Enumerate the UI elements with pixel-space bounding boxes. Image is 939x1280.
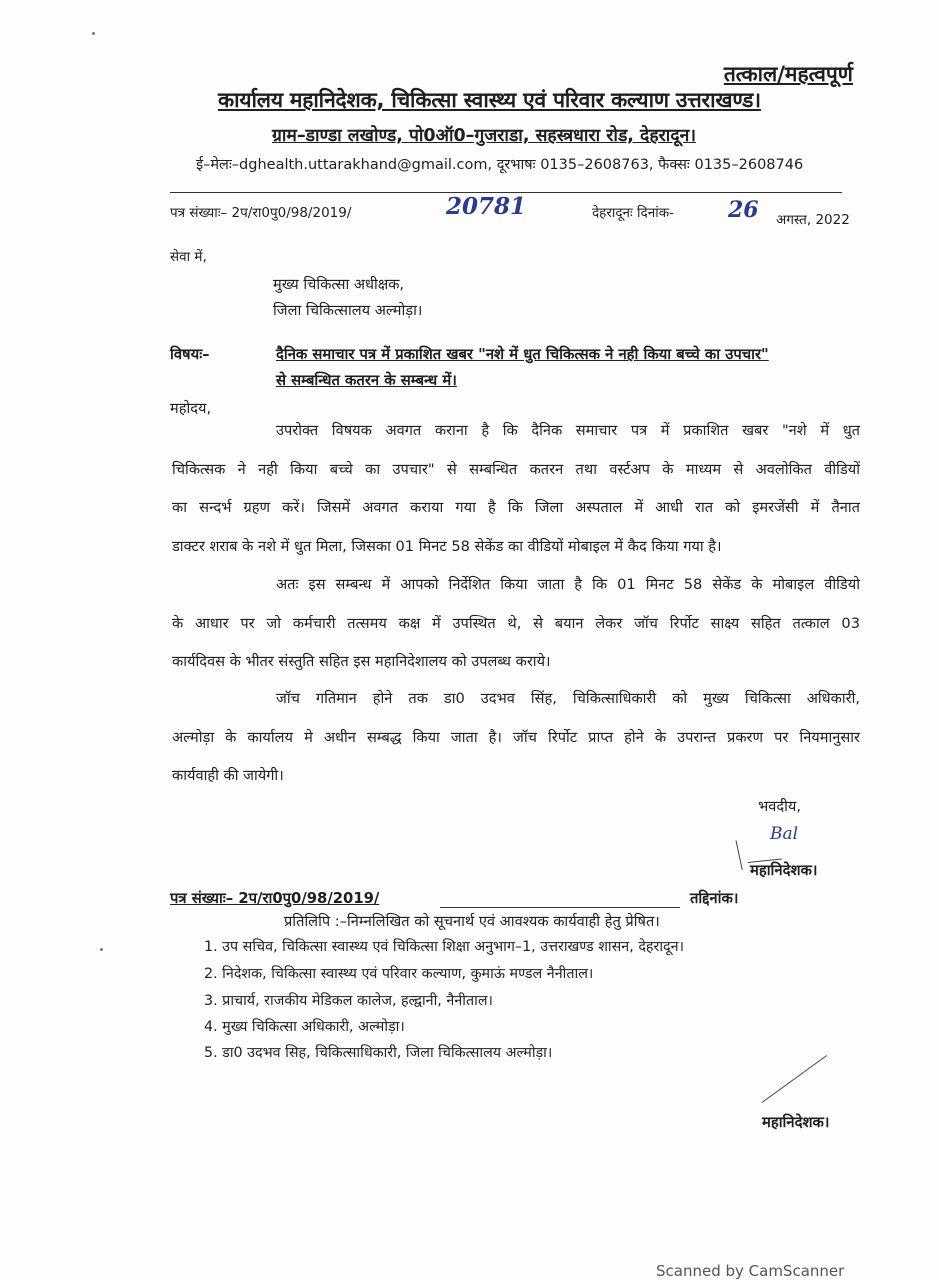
place-date-label: देहरादूनः दिनांक- bbox=[592, 205, 674, 221]
urgency-label: तत्काल/महत्वपूर्ण bbox=[723, 62, 853, 86]
paragraph-line: के आधार पर जो कर्मचारी तत्समय कक्ष में उपस्थित थे, से बयान लेकर जॉच रिर्पोट साक्ष्य सहित तत्काल 03 bbox=[172, 614, 860, 632]
final-signature-stroke bbox=[762, 1055, 827, 1103]
salutation-to: सेवा में, bbox=[170, 249, 207, 265]
copy-number-underline bbox=[440, 907, 680, 908]
yours-faithfully: भवदीय, bbox=[758, 798, 802, 815]
addressee-line-1: मुख्य चिकित्सा अधीक्षक, bbox=[273, 276, 405, 293]
same-date: तद्दिनांक। bbox=[690, 890, 739, 907]
subject-label: विषयः– bbox=[170, 346, 210, 363]
month-year: अगस्त, 2022 bbox=[776, 212, 850, 228]
paragraph-line: का सन्दर्भ ग्रहण करें। जिसमें अवगत कराया गया है कि जिला अस्पताल में आधी रात को इमरजेंसी में तैनात bbox=[172, 499, 860, 516]
paragraph-line: कार्यदिवस के भीतर संस्तुति सहित इस महानिदेशालय को उपलब्ध कराये। bbox=[172, 653, 551, 670]
copy-intro: प्रतिलिपि :–निम्नलिखित को सूचनार्थ एवं आवश्यक कार्यवाही हेतु प्रेषित। bbox=[284, 913, 660, 930]
addressee-line-2: जिला चिकित्सालय अल्मोड़ा। bbox=[273, 302, 423, 319]
subject-line-2: से सम्बन्धित कतरन के सम्बन्ध में। bbox=[276, 372, 457, 389]
paragraph-line: डाक्टर शराब के नशे में धुत मिला, जिसका 01 मिनट 58 सेकेंड का वीडियों मोबाइल में कैद किया गया है। bbox=[172, 537, 722, 555]
paragraph-line: अतः इस सम्बन्ध में आपको निर्देशित किया जाता है कि 01 मिनट 58 सेकेंड के मोबाइल वीडियो bbox=[276, 576, 860, 593]
final-designation: महानिदेशक। bbox=[762, 1114, 830, 1131]
designation-signature: महानिदेशक। bbox=[750, 862, 818, 879]
office-contact: ई–मेलः–dghealth.uttarakhand@gmail.com, दूरभाषः 0135–2608763, फैक्सः 0135–2608746 bbox=[196, 157, 804, 173]
office-address: ग्राम–डाण्डा लखोण्ड, पो0ऑ0–गुजराडा, सहस्त्रधारा रोड, देहरादून। bbox=[272, 126, 696, 146]
signature-stroke bbox=[736, 840, 743, 870]
list-item: 2. निदेशक, चिकित्सा स्वास्थ्य एवं परिवार कल्याण, कुमाऊं मण्डल नैनीताल। bbox=[204, 966, 594, 982]
signature-initials: Bal bbox=[770, 824, 799, 844]
scan-speck bbox=[100, 948, 103, 951]
copy-letter-number: पत्र संख्याः– 2प/रा0पु0/98/2019/ bbox=[170, 890, 380, 907]
paragraph-3 bbox=[172, 680, 860, 796]
office-heading: कार्यालय महानिदेशक, चिकित्सा स्वास्थ्य एवं परिवार कल्याण उत्तराखण्ड। bbox=[218, 88, 761, 112]
scanner-footer: Scanned by CamScanner bbox=[656, 1262, 845, 1280]
list-item: 1. उप सचिव, चिकित्सा स्वास्थ्य एवं चिकित्सा शिक्षा अनुभाग–1, उत्तराखण्ड शासन, देहरादून। bbox=[204, 939, 684, 955]
paragraph-2 bbox=[172, 566, 860, 682]
paragraph-line: अल्मोड़ा के कार्यालय मे अधीन सम्बद्ध किया जाता है। जॉच रिर्पोट प्राप्त होने के उपरान्त प्रकरण पर नियमानुसार bbox=[172, 728, 860, 746]
letter-number: पत्र संख्याः– 2प/रा0पु0/98/2019/ bbox=[170, 205, 352, 221]
scan-speck bbox=[92, 32, 95, 35]
paragraph-line: चिकित्सक ने नही किया बच्चे का उपचार" से सम्बन्धित कतरन तथा वर्स्टअप के माध्यम से अवलोकित वीडियों bbox=[172, 460, 860, 478]
paragraph-line: उपरोक्त विषयक अवगत कराना है कि दैनिक समाचार पत्र में प्रकाशित खबर "नशे में धुत bbox=[276, 422, 860, 439]
list-item: 5. डा0 उदभव सिह, चिकित्साधिकारी, जिला चिकित्सालय अल्मोड़ा। bbox=[204, 1045, 553, 1061]
subject-line-1: दैनिक समाचार पत्र में प्रकाशित खबर "नशे में धुत चिकित्सक ने नही किया बच्चे का उपचार" bbox=[276, 346, 769, 363]
paragraph-1 bbox=[172, 412, 860, 566]
handwritten-dispatch-number: 20781 bbox=[446, 193, 527, 220]
paragraph-line: कार्यवाही की जायेगी। bbox=[172, 767, 284, 784]
paragraph-line: जॉच गतिमान होने तक डा0 उदभव सिंह, चिकित्साधिकारी को मुख्य चिकित्सा अधिकारी, bbox=[276, 690, 860, 707]
list-item: 3. प्राचार्य, राजकीय मेडिकल कालेज, हल्द्वानी, नैनीताल। bbox=[204, 993, 493, 1009]
handwritten-day: 26 bbox=[728, 197, 759, 223]
salutation: महोदय, bbox=[170, 400, 212, 417]
list-item: 4. मुख्य चिकित्सा अधिकारी, अल्मोड़ा। bbox=[204, 1019, 405, 1035]
